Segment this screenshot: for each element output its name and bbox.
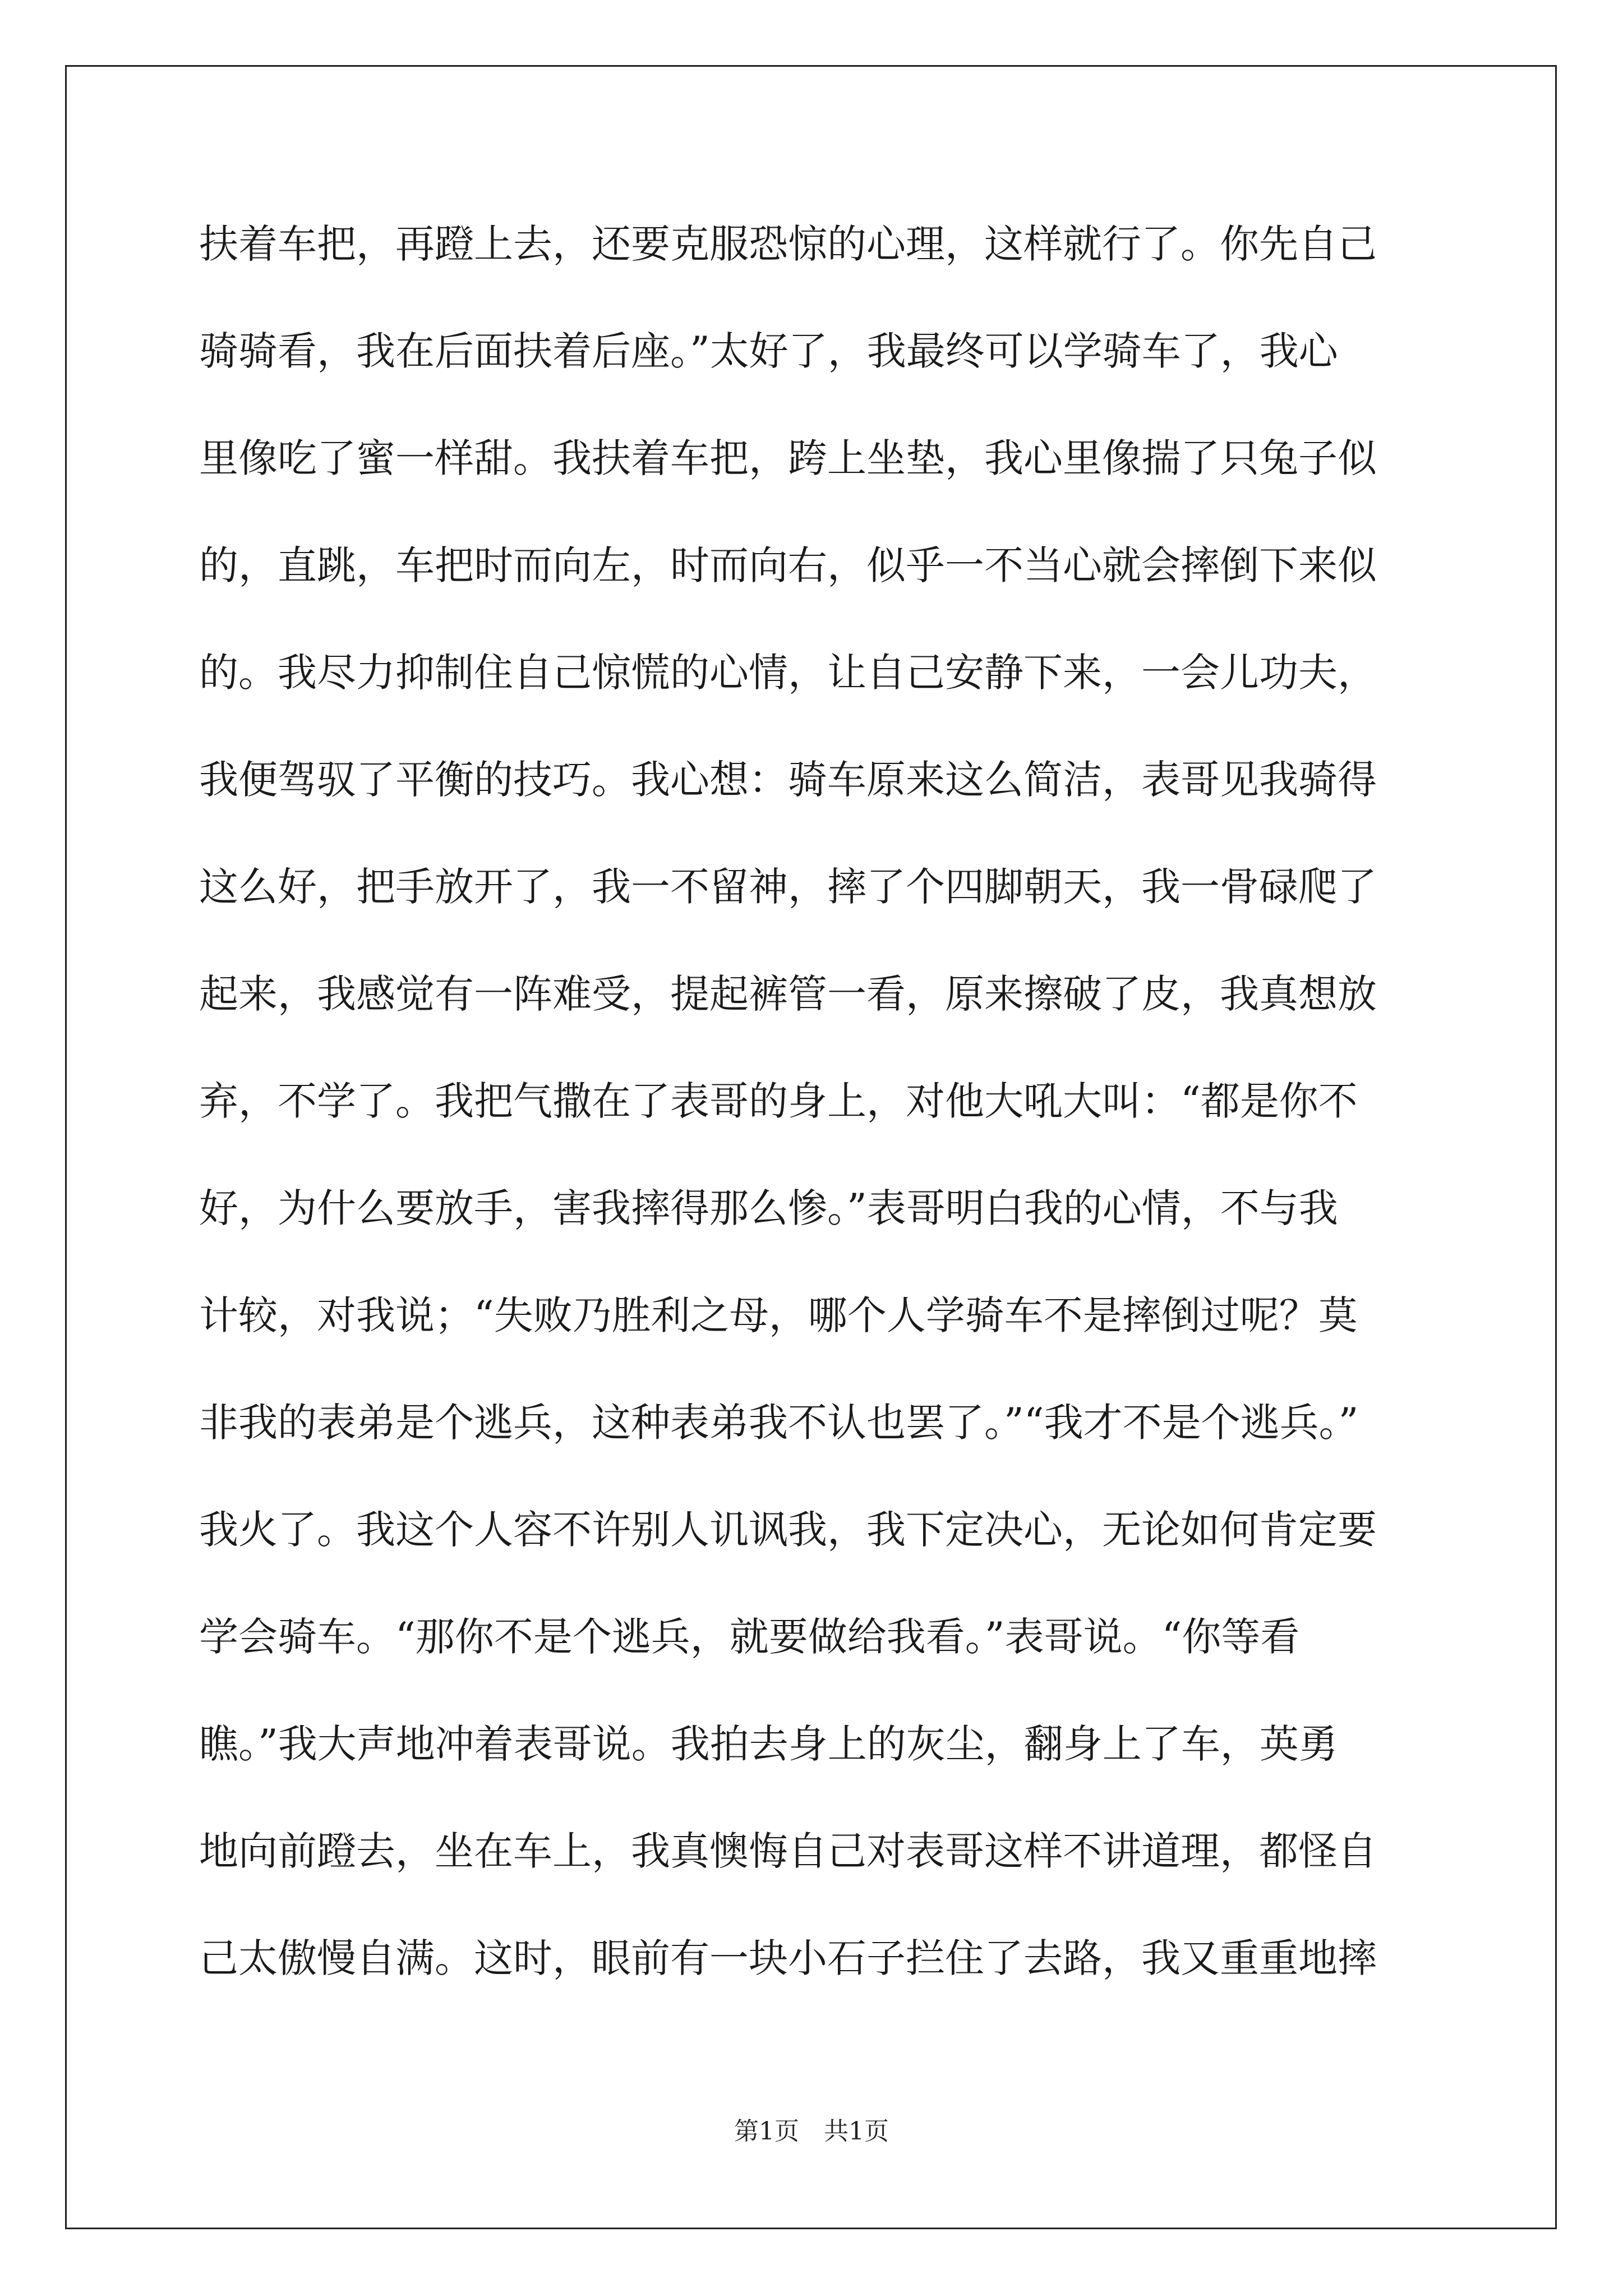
text-line: 我便驾驭了平衡的技巧。我心想：骑车原来这么简洁，表哥见我骑得 [199, 757, 1377, 803]
text-line: 里像吃了蜜一样甜。我扶着车把，跨上坐垫，我心里像揣了只兔子似 [199, 435, 1377, 481]
text-line: 非我的表弟是个逃兵，这种表弟我不认也罢了。”“我才不是个逃兵。” [199, 1400, 1359, 1446]
text-line: 好，为什么要放手，害我摔得那么惨。”表哥明白我的心情，不与我 [199, 1185, 1338, 1231]
text-line: 地向前蹬去，坐在车上，我真懊悔自己对表哥这样不讲道理，都怪自 [199, 1828, 1377, 1874]
text-line: 我火了。我这个人容不许别人讥讽我，我下定决心，无论如何肯定要 [199, 1507, 1377, 1553]
text-line: 的，直跳，车把时而向左，时而向右，似乎一不当心就会摔倒下来似 [199, 542, 1377, 588]
text-line: 扶着车把，再蹬上去，还要克服恐惊的心理，这样就行了。你先自己 [199, 221, 1377, 267]
text-line: 学会骑车。“那你不是个逃兵，就要做给我看。”表哥说。“你等看 [199, 1614, 1300, 1660]
text-line: 计较，对我说；“失败乃胜利之母，哪个人学骑车不是摔倒过呢？莫 [199, 1292, 1358, 1338]
text-line: 起来，我感觉有一阵难受，提起裤管一看，原来擦破了皮，我真想放 [199, 971, 1377, 1017]
text-line: 己太傲慢自满。这时，眼前有一块小石子拦住了去路，我又重重地摔 [199, 1935, 1377, 1981]
text-line: 这么好，把手放开了，我一不留神，摔了个四脚朝天，我一骨碌爬了 [199, 864, 1377, 910]
page-border [65, 65, 1557, 2229]
page-footer: 第1页 共1页 [734, 2117, 889, 2146]
text-line: 瞧。”我大声地冲着表哥说。我拍去身上的灰尘，翻身上了车，英勇 [199, 1721, 1338, 1767]
text-line: 的。我尽力抑制住自己惊慌的心情，让自己安静下来，一会儿功夫， [199, 650, 1377, 696]
text-line: 骑骑看，我在后面扶着后座。”太好了，我最终可以学骑车了，我心 [199, 328, 1338, 374]
text-line: 弃，不学了。我把气撒在了表哥的身上，对他大吼大叫：“都是你不 [199, 1078, 1358, 1124]
